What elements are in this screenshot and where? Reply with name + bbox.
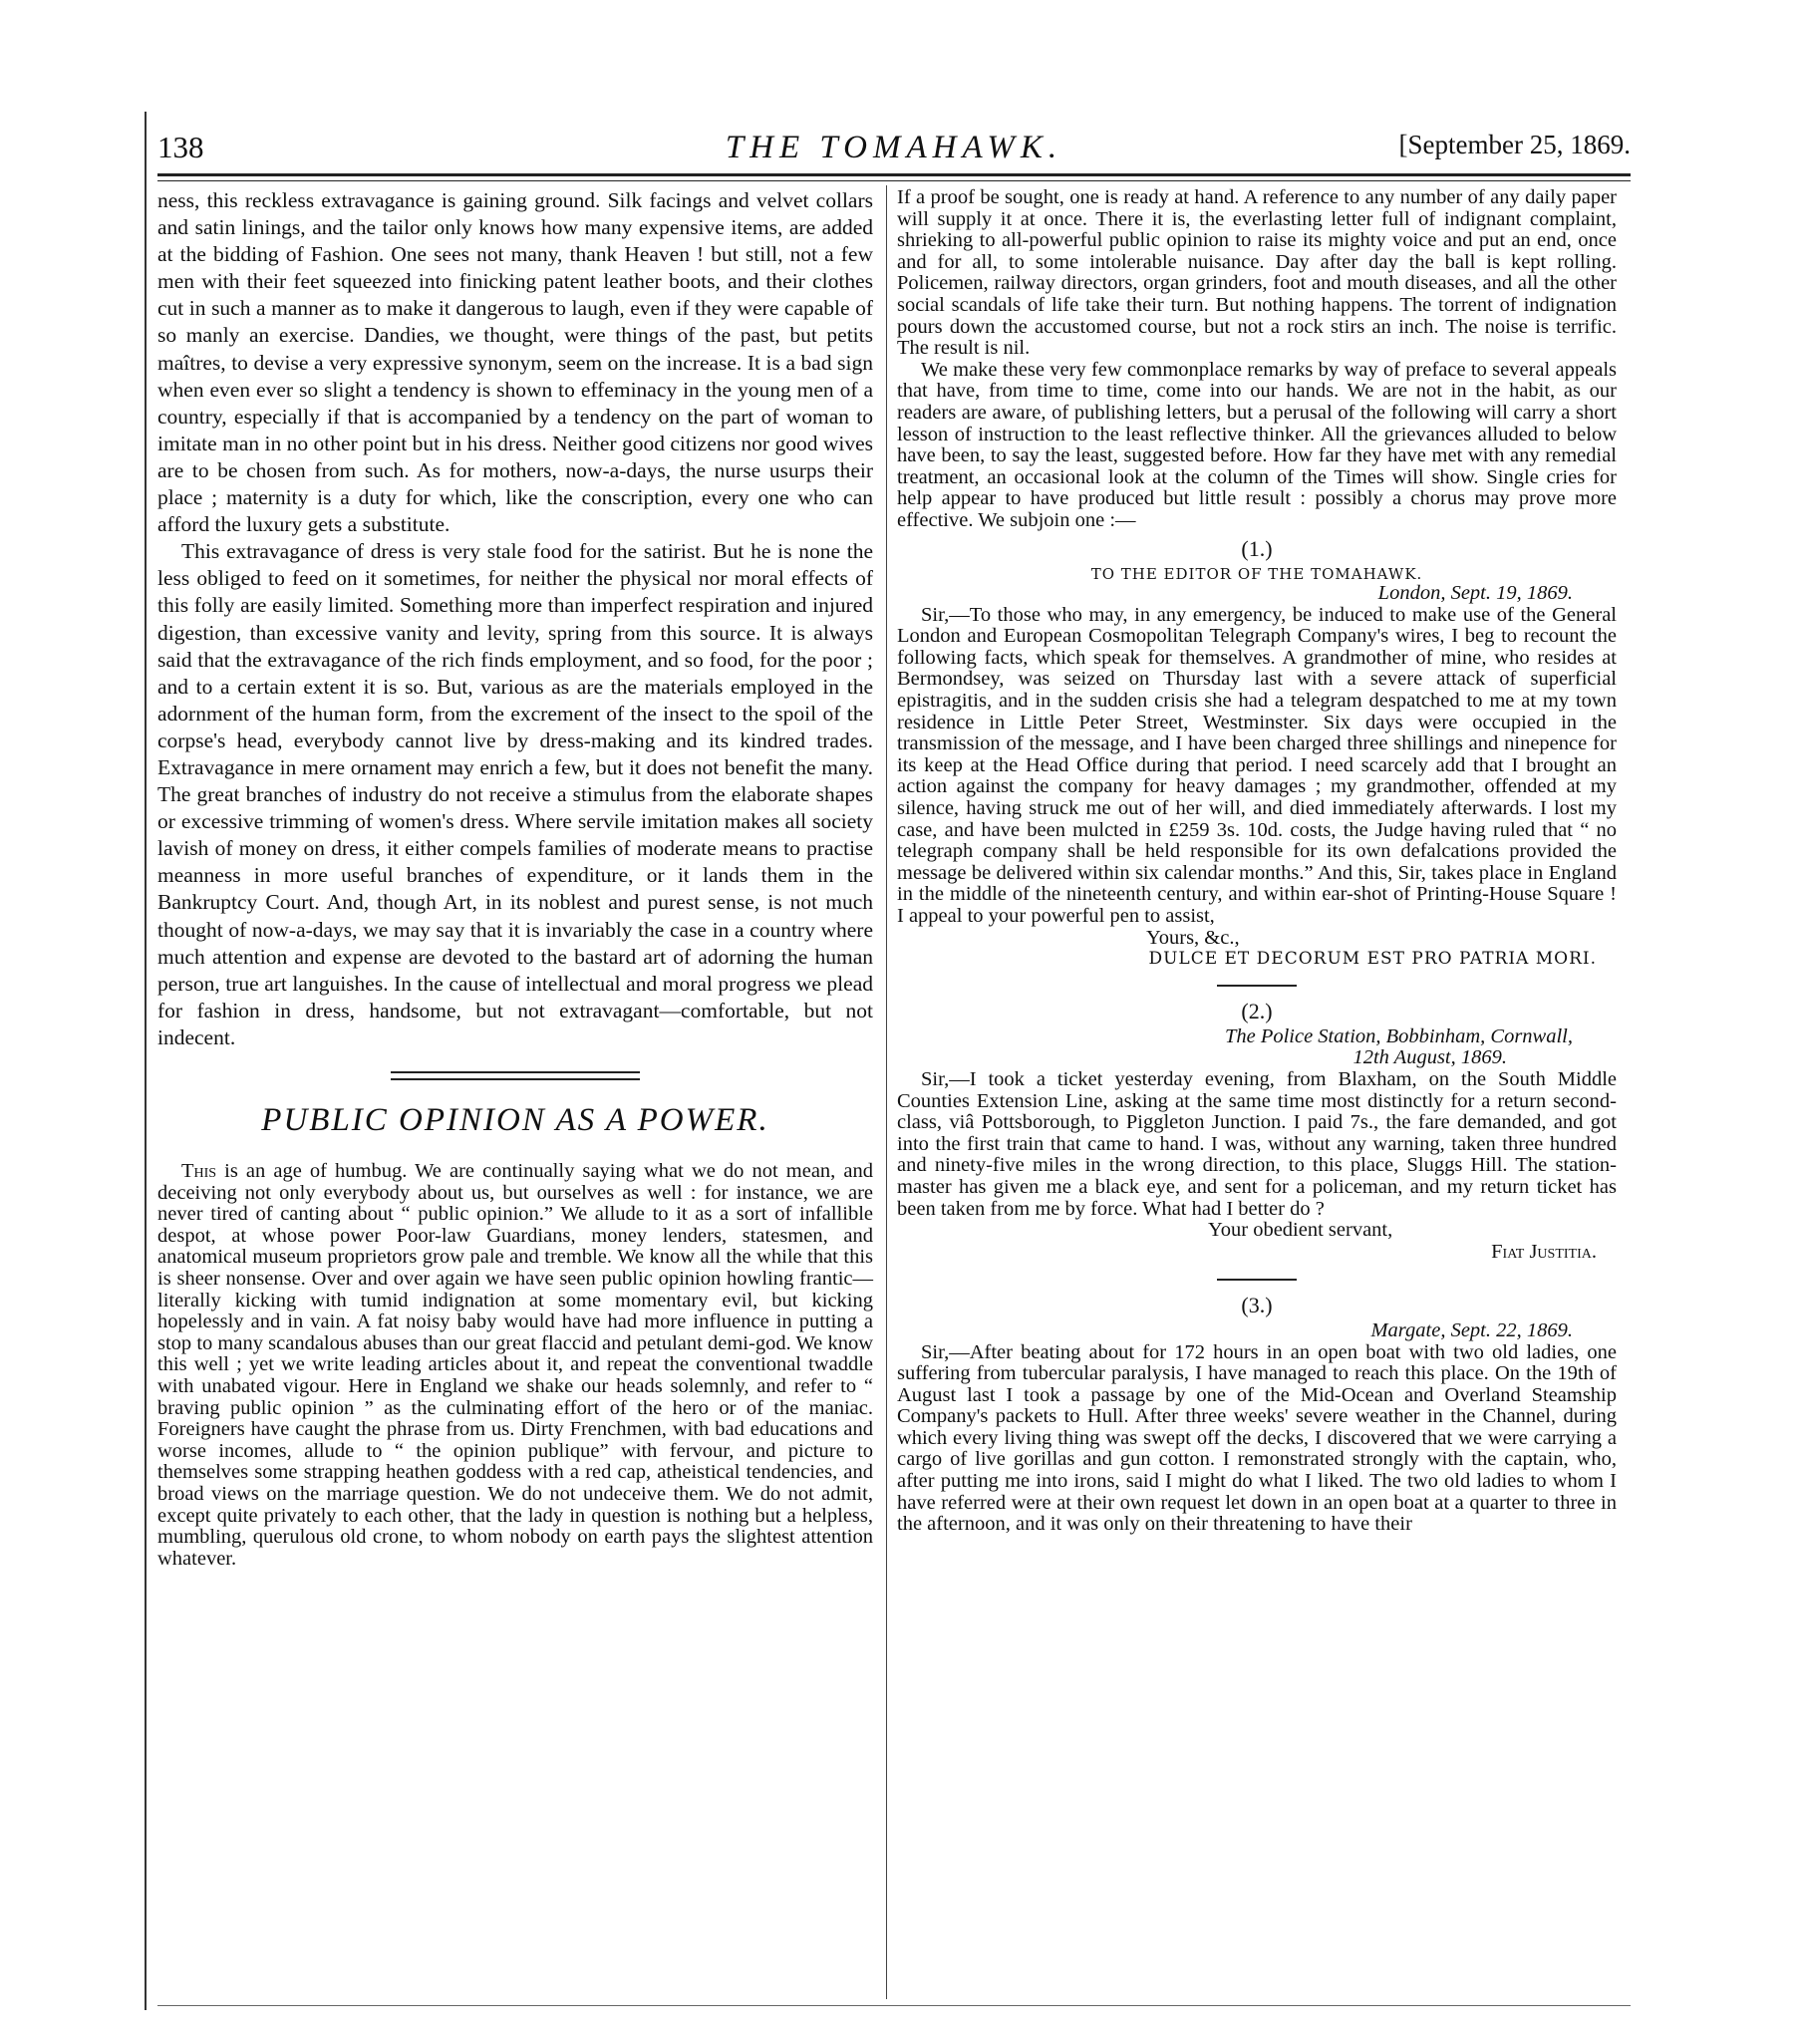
lead-word: This bbox=[181, 1160, 217, 1182]
header-rule-thick bbox=[157, 173, 1631, 176]
page-header bbox=[157, 130, 1631, 175]
page-number: 138 bbox=[157, 130, 204, 164]
letter-closing: Your obedient servant, bbox=[1208, 1219, 1393, 1242]
column-divider bbox=[886, 185, 887, 1999]
letter-signature: Fiat Justitia. bbox=[1491, 1240, 1597, 1263]
article-heading: PUBLIC OPINION AS A POWER. bbox=[261, 1102, 769, 1138]
paragraph-text: is an age of humbug. We are continually saying what we do not mean, and deceiving not only everybody about us, but ourselves as well : for instance, we are never tired of canting about “ public opinion.” We allude to it as a sort of infallible despot, at whose power Poor-law Guardians, money lenders, statesmen, and anatomical museum proprietors grow pale and tremble. We know all the while that this is sheer nonsense. Over and over again we have seen public opinion howling frantic—literally kicking with tumid indignation at some momentary evil, but kicking hopelessly and in vain. A fat noisy baby would have had more influence in putting a stop to many scandalous abuses than our great flaccid and petulant demi-god. We know this well ; yet we write leading articles about it, and repeat the conventional twaddle with unabated vigour. Here in England we shake our heads solemnly, and refer to “ braving public opinion ” as the culminating effort of the hero or of the maniac. Foreigners have caught the phrase from us. Dirty Frenchmen, with bad educations and worse incomes, allude to “ the opinion publique” with fervour, and picture to themselves some strapping heathen goddess with a red cap, atheistical tendencies, and broad views on the marriage question. We do not undeceive them. We do not admit, except quite privately to each other, that the lady in question is nothing but a helpless, mumbling, querulous old crone, to whom nobody on earth pays the slightest attention whatever. bbox=[157, 1160, 873, 1570]
letter-divider bbox=[1217, 985, 1297, 987]
header-rule-thin bbox=[157, 180, 1631, 181]
letter-body: Sir,—After beating about for 172 hours in an open boat with two old ladies, one suffering from tubercular paralysis, I have managed to reach this place. On the 19th of August last I took a passage by one of the Mid-Ocean and Overland Steamship Company's packets to Hull. After three weeks' severe weather in the Channel, during which every living thing was swept off the decks, I discovered that we were carrying a cargo of live gorillas and gun cotton. I remonstrated strongly with the captain, who, after putting me into irons, said I might do what I liked. The two old ladies to whom I have referred were at their own request let down in an open boat at a quarter to three in the afternoon, and it was only on their threatening to have their bbox=[897, 1340, 1617, 1536]
issue-date: [September 25, 1869. bbox=[1398, 130, 1631, 159]
letter-signature: DULCE ET DECORUM EST PRO PATRIA MORI. bbox=[1148, 949, 1597, 970]
article-paragraph: ness, this reckless extravagance is gaining ground. Silk facings and velvet collars and satin linings, and the tailor only knows how many expensive items, are added at the bidding of Fashion. One sees not many, thank Heaven ! but still, not a few men with their feet squeezed into finicking patent leather boots, and their clothes cut in such a manner as to make it dangerous to laugh, even if they were capable of so manly an exercise. Dandies, we thought, were things of the past, but petits maîtres, to devise a very expressive synonym, seem on the increase. It is a bad sign when even ever so slight a tendency is shown to effeminacy in the young men of a country, especially if that is accompanied by a tendency on the part of woman to imitate man in no other point but in his dress. Neither good citizens nor good wives are to be chosen from such. As for mothers, now-a-days, the nurse usurps their place ; maternity is a duty for which, like the conscription, every one who can afford the luxury gets a substitute. bbox=[157, 188, 873, 537]
letter-dateline: Margate, Sept. 22, 1869. bbox=[1370, 1318, 1573, 1341]
article-paragraph: This extravagance of dress is very stale food for the satirist. But he is none the less obliged to feed on it sometimes, for neither the physical nor moral effects of this folly are easily limited. Something more than imperfect respiration and injured digestion, than excessive vanity and levity, spring from this source. It is always said that the extravagance of the rich finds employment, and so food, for the poor ; and to a certain extent it is so. But, various as are the materials employed in the adornment of the human form, from the excrement of the insect to the spoil of the corpse's head, everybody cannot live by dress-making and its kindred trades. Extravagance in mere ornament may enrich a few, but it does not benefit the many. The great branches of industry do not receive a stimulus from the elaborate shapes or excessive trimming of women's dress. Where servile imitation makes all society lavish of money on dress, it either compels families of moderate means to practise meanness in more useful branches of expenditure, or it lands them in the Bankruptcy Court. And, though Art, in its noblest and purest sense, is not much thought of now-a-days, we may say that it is invariably the case in a country where much attention and expense are devoted to the bastard art of adorning the human person, true art languishes. In the cause of intellectual and moral progress we plead for fashion in dress, handsome, but not extravagant—comfortable, but not indecent. bbox=[157, 539, 873, 1049]
letter-number: (2.) bbox=[1241, 999, 1273, 1024]
letter-closing: Yours, &c., bbox=[1146, 926, 1240, 949]
left-column bbox=[157, 187, 873, 1570]
letter-number: (3.) bbox=[1241, 1293, 1273, 1318]
letter-dateline: London, Sept. 19, 1869. bbox=[1377, 582, 1573, 605]
letter-dateline: The Police Station, Bobbinham, Cornwall, bbox=[1224, 1024, 1573, 1047]
letter-divider bbox=[1217, 1279, 1297, 1281]
article-paragraph: If a proof be sought, one is ready at hand. A reference to any number of any daily paper will supply it at once. There it is, the everlasting letter full of indignant complaint, shrieking to all-powerful public opinion to raise its mighty voice and put an end, once and for all, to some intolerable nuisance. Day after day the ball is kept rolling. Policemen, railway directors, organ grinders, foot and mouth diseases, and all the other social scandals of life take their turn. But nothing happens. The torrent of indignation pours down the accustomed course, but not a rock stirs an inch. The noise is terrific. The result is nil. bbox=[897, 186, 1617, 360]
article-paragraph bbox=[157, 1161, 873, 1570]
right-column bbox=[897, 187, 1617, 1536]
section-divider bbox=[391, 1071, 640, 1080]
article-paragraph: We make these very few commonplace remarks by way of preface to several appeals that have, from time to time, come into our hands. We are not in the habit, as our readers are aware, of publishing letters, but a perusal of the following will carry a short lesson of instruction to the least reflective thinker. All the grievances alluded to below have been, to say the least, suggested before. How far they have met with any remedial treatment, an occasional look at the column of the Times will show. Single cries for help appear to have produced but little result : possibly a chorus may prove more effective. We subjoin one :— bbox=[897, 358, 1617, 531]
letter-number: (1.) bbox=[1241, 535, 1273, 561]
letter-body: Sir,—I took a ticket yesterday evening, from Blaxham, on the South Middle Counties Extension Line, asking at the same time most distinctly for a return second-class, viâ Pottsborough, to Piggleton Junction. I paid 7s., the fare demanded, and got into the first train that came to hand. I was, without any warning, taken three hundred and ninety-five miles in the wrong direction, to this place, Sluggs Hill. The station-master has given me a black eye, and sent for a policeman, and my return ticket has been taken from me by force. What had I better do ? bbox=[897, 1067, 1617, 1220]
footer-rule bbox=[157, 2005, 1631, 2006]
masthead-title: THE TOMAHAWK. bbox=[725, 130, 1063, 165]
page-edge-rule bbox=[145, 112, 147, 2010]
letter-address: TO THE EDITOR OF THE TOMAHAWK. bbox=[1090, 565, 1423, 584]
letter-dateline: 12th August, 1869. bbox=[1352, 1046, 1507, 1069]
letter-body: Sir,—To those who may, in any emergency, be induced to make use of the General London and European Cosmopolitan Telegraph Company's wires, I beg to recount the following facts, which speak for themselves. A grandmother of mine, who resides at Bermondsey, was seized on Thursday last with a severe attack of superficial epistragitis, and in the sudden crisis she had a telegram despatched to me at my town residence in Little Peter Street, Westminster. Six days were occupied in the transmission of the message, and I have been charged three shillings and ninepence for its keep at the Head Office during that period. I need scarcely add that I brought an action against the company for heavy damages ; my grandmother, offended at my silence, having struck me out of her will, and died immediately afterwards. I lost my case, and have been mulcted in £259 3s. 10d. costs, the Judge having ruled that “ no telegraph company shall be held responsible for its own defalcations provided the message be delivered within six calendar months.” And this, Sir, takes place in England in the middle of the nineteenth century, and within ear-shot of Printing-House Square ! I appeal to your powerful pen to assist, bbox=[897, 603, 1617, 927]
